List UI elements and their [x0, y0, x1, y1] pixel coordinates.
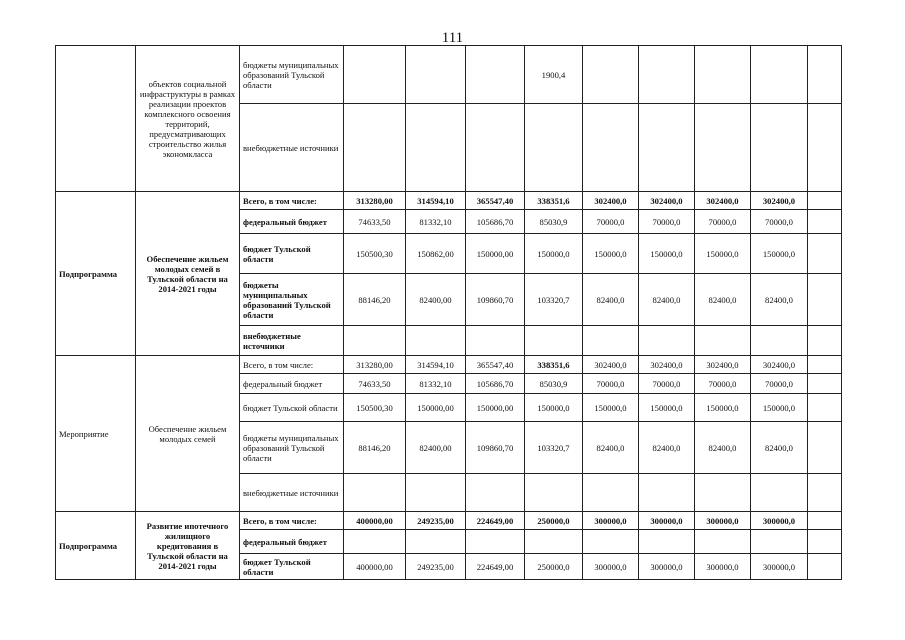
value-cell: 82400,0	[639, 274, 695, 326]
value-cell: 300000,0	[751, 512, 808, 530]
value-cell: 150000,0	[695, 234, 751, 274]
table-row	[56, 46, 842, 104]
value-cell	[344, 530, 406, 554]
empty-cell	[808, 210, 842, 234]
value-cell: 150000,0	[583, 394, 639, 422]
value-cell: 105686,70	[466, 374, 525, 394]
funding-source-label: федеральный бюджет	[240, 530, 344, 554]
value-cell	[639, 474, 695, 512]
value-cell: 302400,0	[583, 356, 639, 374]
value-cell: 300000,0	[639, 512, 695, 530]
value-cell: 365547,40	[466, 356, 525, 374]
value-cell	[695, 530, 751, 554]
value-cell	[466, 104, 525, 192]
value-cell	[525, 530, 583, 554]
funding-source-label: бюджет Тульской области	[240, 394, 344, 422]
value-cell: 314594,10	[406, 356, 466, 374]
value-cell	[344, 326, 406, 356]
value-cell: 313280,00	[344, 192, 406, 210]
value-cell	[525, 326, 583, 356]
funding-source-label: Всего, в том числе:	[240, 512, 344, 530]
value-cell: 150000,0	[639, 394, 695, 422]
value-cell: 302400,0	[583, 192, 639, 210]
empty-cell	[808, 326, 842, 356]
value-cell	[695, 326, 751, 356]
value-cell: 109860,70	[466, 274, 525, 326]
funding-source-label: бюджеты муниципальных образований Тульской области	[240, 274, 344, 326]
value-cell	[406, 474, 466, 512]
value-cell: 150000,0	[525, 234, 583, 274]
value-cell: 88146,20	[344, 422, 406, 474]
value-cell: 338351,6	[525, 356, 583, 374]
table-row	[56, 512, 842, 530]
value-cell: 82400,00	[406, 274, 466, 326]
funding-source-label: Всего, в том числе:	[240, 356, 344, 374]
funding-source-label: внебюджетные источники	[240, 474, 344, 512]
value-cell: 150000,0	[751, 394, 808, 422]
value-cell	[751, 104, 808, 192]
row-name-label: Обеспечение жильем молодых семей	[136, 356, 240, 512]
budget-table	[55, 45, 842, 580]
value-cell	[751, 46, 808, 104]
value-cell: 250000,0	[525, 512, 583, 530]
value-cell: 400000,00	[344, 512, 406, 530]
value-cell	[466, 474, 525, 512]
value-cell: 70000,0	[639, 210, 695, 234]
value-cell: 105686,70	[466, 210, 525, 234]
value-cell: 103320,7	[525, 274, 583, 326]
value-cell: 365547,40	[466, 192, 525, 210]
value-cell: 150000,00	[466, 394, 525, 422]
row-name-label: Обеспечение жильем молодых семей в Тульской области на 2014-2021 годы	[136, 192, 240, 356]
value-cell: 150000,0	[751, 234, 808, 274]
row-name-label: Развитие ипотечного жилищного кредитования в Тульской области на 2014-2021 годы	[136, 512, 240, 580]
value-cell	[639, 326, 695, 356]
value-cell: 70000,0	[695, 374, 751, 394]
value-cell	[583, 326, 639, 356]
funding-source-label: федеральный бюджет	[240, 374, 344, 394]
value-cell: 300000,0	[583, 554, 639, 580]
empty-cell	[808, 356, 842, 374]
table-row	[56, 356, 842, 374]
value-cell: 338351,6	[525, 192, 583, 210]
value-cell	[406, 326, 466, 356]
row-level-label	[56, 46, 136, 192]
value-cell: 74633,50	[344, 374, 406, 394]
empty-cell	[808, 192, 842, 210]
value-cell: 82400,0	[583, 274, 639, 326]
value-cell	[695, 104, 751, 192]
value-cell	[466, 326, 525, 356]
value-cell	[344, 46, 406, 104]
value-cell	[344, 474, 406, 512]
value-cell: 150000,0	[525, 394, 583, 422]
value-cell: 82400,0	[751, 274, 808, 326]
value-cell	[466, 46, 525, 104]
value-cell: 150000,00	[466, 234, 525, 274]
value-cell	[406, 104, 466, 192]
value-cell: 300000,0	[695, 554, 751, 580]
value-cell: 400000,00	[344, 554, 406, 580]
value-cell: 74633,50	[344, 210, 406, 234]
value-cell: 300000,0	[695, 512, 751, 530]
value-cell: 70000,0	[583, 210, 639, 234]
empty-cell	[808, 474, 842, 512]
empty-cell	[808, 530, 842, 554]
value-cell: 300000,0	[583, 512, 639, 530]
empty-cell	[808, 554, 842, 580]
value-cell: 82400,00	[406, 422, 466, 474]
value-cell: 302400,0	[695, 192, 751, 210]
row-level-label: Мероприятие	[56, 356, 136, 512]
value-cell: 81332,10	[406, 374, 466, 394]
value-cell	[525, 474, 583, 512]
value-cell	[406, 530, 466, 554]
value-cell: 150000,0	[639, 234, 695, 274]
value-cell: 88146,20	[344, 274, 406, 326]
value-cell	[751, 530, 808, 554]
value-cell: 82400,0	[583, 422, 639, 474]
value-cell: 109860,70	[466, 422, 525, 474]
table-body	[56, 46, 842, 580]
value-cell: 302400,0	[639, 356, 695, 374]
value-cell: 314594,10	[406, 192, 466, 210]
value-cell: 82400,0	[639, 422, 695, 474]
value-cell	[751, 326, 808, 356]
value-cell	[525, 104, 583, 192]
value-cell: 302400,0	[751, 356, 808, 374]
value-cell: 150000,0	[583, 234, 639, 274]
empty-cell	[808, 374, 842, 394]
value-cell: 1900,4	[525, 46, 583, 104]
value-cell	[695, 46, 751, 104]
row-level-label: Подпрограмма	[56, 512, 136, 580]
value-cell	[583, 104, 639, 192]
funding-source-label: внебюджетные источники	[240, 326, 344, 356]
empty-cell	[808, 422, 842, 474]
value-cell: 70000,0	[639, 374, 695, 394]
empty-cell	[808, 274, 842, 326]
value-cell: 150500,30	[344, 234, 406, 274]
value-cell	[639, 530, 695, 554]
value-cell	[695, 474, 751, 512]
value-cell: 249235,00	[406, 512, 466, 530]
value-cell: 70000,0	[695, 210, 751, 234]
value-cell	[639, 46, 695, 104]
value-cell: 302400,0	[751, 192, 808, 210]
value-cell: 313280,00	[344, 356, 406, 374]
value-cell: 81332,10	[406, 210, 466, 234]
row-level-label: Подпрограмма	[56, 192, 136, 356]
value-cell	[583, 530, 639, 554]
table-row	[56, 192, 842, 210]
value-cell: 249235,00	[406, 554, 466, 580]
value-cell: 85030,9	[525, 374, 583, 394]
value-cell: 70000,0	[751, 374, 808, 394]
value-cell	[583, 46, 639, 104]
value-cell	[344, 104, 406, 192]
value-cell: 85030,9	[525, 210, 583, 234]
value-cell: 302400,0	[639, 192, 695, 210]
value-cell: 224649,00	[466, 512, 525, 530]
value-cell: 82400,0	[695, 274, 751, 326]
page-number: 111	[441, 30, 464, 46]
value-cell: 70000,0	[583, 374, 639, 394]
value-cell: 150000,0	[695, 394, 751, 422]
value-cell: 150500,30	[344, 394, 406, 422]
value-cell	[466, 530, 525, 554]
value-cell	[639, 104, 695, 192]
empty-cell	[808, 394, 842, 422]
funding-source-label: бюджеты муниципальных образований Тульской области	[240, 46, 344, 104]
value-cell: 70000,0	[751, 210, 808, 234]
value-cell: 82400,0	[751, 422, 808, 474]
value-cell	[583, 474, 639, 512]
value-cell	[406, 46, 466, 104]
empty-cell	[808, 512, 842, 530]
funding-source-label: бюджеты муниципальных образований Тульской области	[240, 422, 344, 474]
funding-source-label: внебюджетные источники	[240, 104, 344, 192]
value-cell: 300000,0	[639, 554, 695, 580]
row-name-label: объектов социальной инфраструктуры в рамках реализации проектов комплексного освоения территорий, предусматривающих строительство жилья экономкласса	[136, 46, 240, 192]
funding-source-label: бюджет Тульской области	[240, 554, 344, 580]
value-cell: 224649,00	[466, 554, 525, 580]
value-cell: 302400,0	[695, 356, 751, 374]
value-cell: 300000,0	[751, 554, 808, 580]
empty-cell	[808, 104, 842, 192]
funding-source-label: Всего, в том числе:	[240, 192, 344, 210]
empty-cell	[808, 46, 842, 104]
value-cell: 250000,0	[525, 554, 583, 580]
empty-cell	[808, 234, 842, 274]
value-cell: 150862,00	[406, 234, 466, 274]
value-cell: 150000,00	[406, 394, 466, 422]
value-cell	[751, 474, 808, 512]
funding-source-label: бюджет Тульской области	[240, 234, 344, 274]
value-cell: 103320,7	[525, 422, 583, 474]
value-cell: 82400,0	[695, 422, 751, 474]
funding-source-label: федеральный бюджет	[240, 210, 344, 234]
